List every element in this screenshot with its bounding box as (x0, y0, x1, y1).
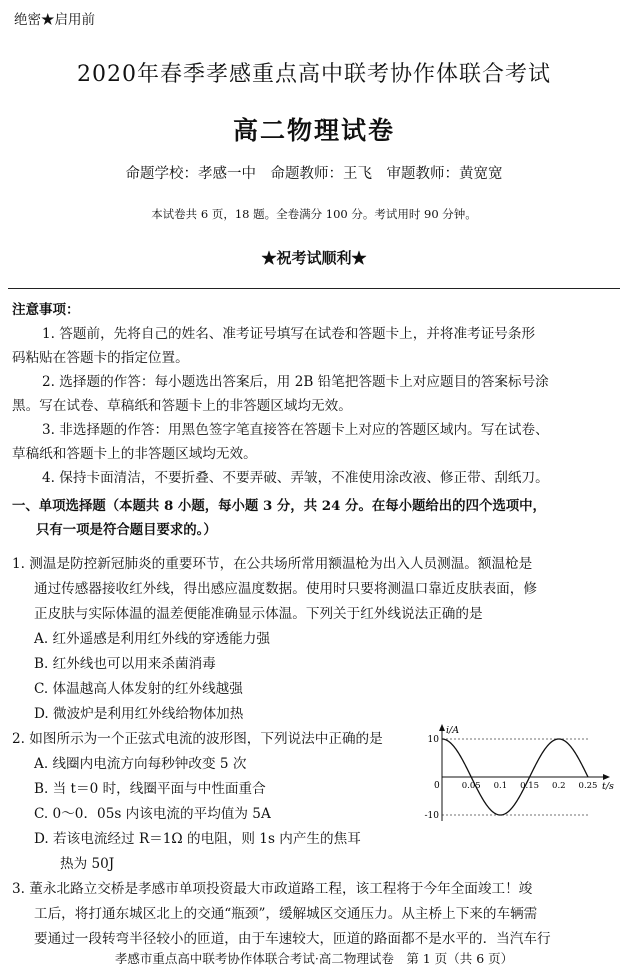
x-tick-label: 0.05 (461, 781, 481, 791)
notes-heading: 注意事项： (12, 302, 80, 318)
question-1-option: D. 微波炉是利用红外线给物体加热 (34, 706, 244, 722)
question-2-option-cont: 热为 50J (60, 856, 115, 872)
x-tick-label: 0.1 (493, 781, 508, 791)
question-3-line: 要通过一段转弯半径较小的匝道，由于车速较大，匝道的路面都不是水平的．当汽车行 (34, 931, 551, 947)
notes-line: 1. 答题前，先将自己的姓名、准考证号填写在试卷和答题卡上，并将准考证号条形 (42, 326, 536, 342)
notes-line: 2. 选择题的作答：每小题选出答案后，用 2B 铅笔把答题卡上对应题目的答案标号涂 (42, 374, 549, 390)
y-axis-arrow (439, 724, 445, 731)
origin-label: 0 (434, 781, 440, 791)
x-tick-label: 0.25 (578, 781, 598, 791)
question-1-option: C. 体温越高人体发射的红外线越强 (34, 681, 243, 697)
setters-line: 命题学校：孝感一中 命题教师：王飞 审题教师：黄宽宽 (125, 166, 503, 182)
page-footer: 孝感市重点高中联考协作体联合考试·高二物理试卷 第 1 页（共 6 页） (114, 951, 514, 966)
question-1-line: 1. 测温是防控新冠肺炎的重要环节，在公共场所常用额温枪为出入人员测温。额温枪是 (12, 556, 533, 572)
y-tick-label: 10 (427, 735, 439, 745)
separator-line (8, 288, 620, 289)
question-1-option: B. 红外线也可以用来杀菌消毒 (34, 656, 216, 672)
notes-line: 3. 非选择题的作答：用黑色签字笔直接答在答题卡上对应的答题区域内。写在试卷、 (42, 422, 549, 438)
question-3-line: 3. 董永北路立交桥是孝感市单项投资最大市政道路工程，该工程将于今年全面竣工！竣 (12, 881, 533, 897)
x-tick-label: 0.2 (552, 781, 566, 791)
question-3-line: 工后，将打通东城区北上的交通“瓶颈”，缓解城区交通压力。从主桥上下来的车辆需 (34, 906, 538, 922)
x-axis-arrow (603, 774, 610, 780)
section-heading-cont: 只有一项是符合题目要求的。） (36, 522, 217, 538)
question-1-line: 正皮肤与实际体温的温差便能准确显示体温。下列关于红外线说法正确的是 (34, 606, 483, 622)
exam-title: 2020年春季孝感重点高中联考协作体联合考试 (77, 62, 551, 87)
notes-line: 码粘贴在答题卡的指定位置。 (12, 350, 189, 366)
y-axis-label: i/A (446, 725, 460, 736)
secret-label: 绝密★启用前 (14, 12, 95, 28)
question-2-stem: 2. 如图所示为一个正弦式电流的波形图，下列说法中正确的是 (12, 731, 383, 747)
x-tick-label: 0.15 (520, 781, 540, 791)
section-heading: 一、单项选择题（本题共 8 小题，每小题 3 分，共 24 分。在每小题给出的四个选项中， (12, 498, 546, 514)
question-2-option: D. 若该电流经过 R＝1Ω 的电阻，则 1s 内产生的焦耳 (34, 831, 361, 847)
notes-line: 4. 保持卡面清洁，不要折叠、不要弄破、弄皱，不准使用涂改液、修正带、刮纸刀。 (42, 470, 549, 486)
question-2-option: A. 线圈内电流方向每秒钟改变 5 次 (34, 756, 247, 772)
exam-info: 本试卷共 6 页，18 题。全卷满分 100 分。考试用时 90 分钟。 (151, 207, 477, 221)
current-waveform-chart (416, 722, 620, 830)
question-2-option: B. 当 t＝0 时，线圈平面与中性面重合 (34, 781, 266, 797)
exam-subtitle: 高二物理试卷 (232, 116, 395, 145)
question-1-line: 通过传感器接收红外线，得出感应温度数据。使用时只要将测温口靠近皮肤表面，修 (34, 581, 537, 597)
question-1-option: A. 红外遥感是利用红外线的穿透能力强 (34, 631, 270, 647)
x-axis-label: t/s (602, 781, 614, 792)
question-2-option: C. 0～0．05s 内该电流的平均值为 5A (34, 806, 271, 822)
good-luck-banner: ★祝考试顺利★ (261, 249, 367, 267)
y-tick-label: -10 (424, 811, 439, 821)
notes-line: 草稿纸和答题卡上的非答题区域均无效。 (12, 446, 257, 462)
notes-line: 黑。写在试卷、草稿纸和答题卡上的非答题区域均无效。 (12, 398, 352, 414)
